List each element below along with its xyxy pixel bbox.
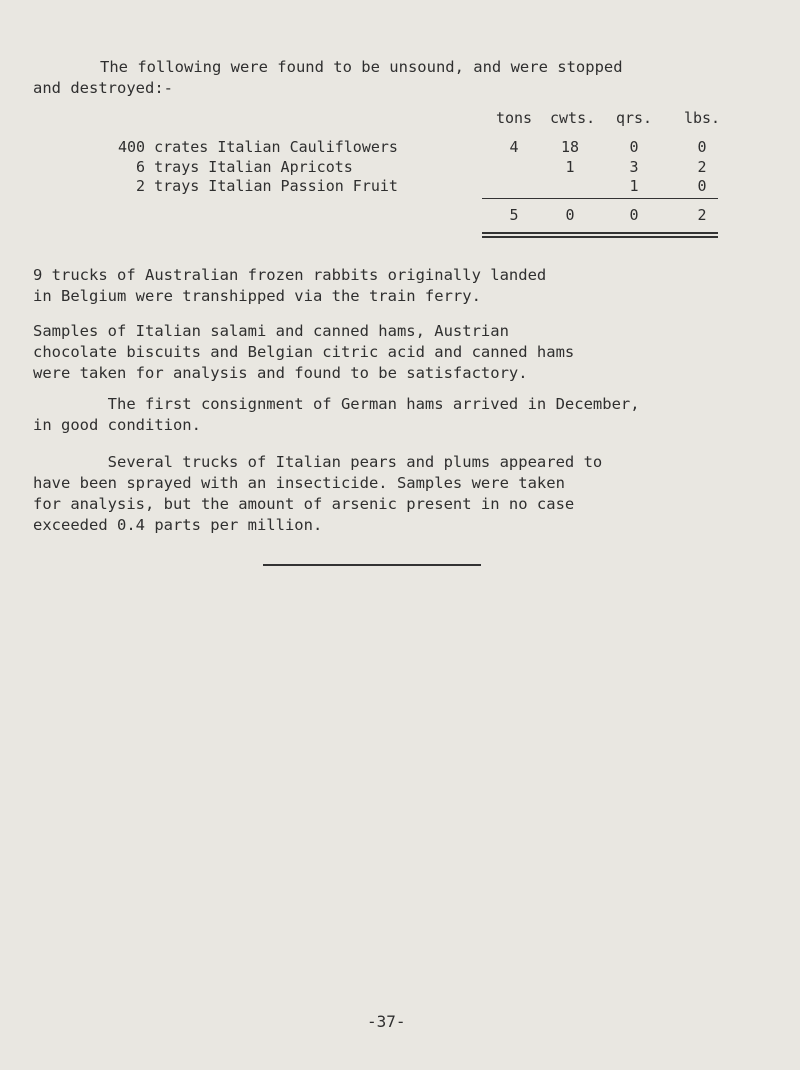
row-qrs: 1 (629, 177, 639, 195)
table-row (0, 158, 800, 178)
paragraph-samples: Samples of Italian salami and canned hams, Austrian chocolate biscuits and Belgian citric acid and canned hams were taken for analysis and found to be satisfactory. (33, 322, 575, 382)
table-row (0, 138, 800, 158)
header-tons: tons (495, 109, 533, 127)
table-total-row (0, 206, 800, 226)
row-qrs: 0 (629, 138, 639, 156)
total-double-rule-top (482, 232, 718, 234)
row-cwts: 18 (560, 138, 580, 156)
total-lbs: 2 (697, 206, 707, 224)
total-double-rule-bottom (482, 236, 718, 238)
row-lbs: 0 (697, 138, 707, 156)
intro-line-2: and destroyed:- (33, 79, 173, 97)
row-description: 2 trays Italian Passion Fruit (118, 177, 398, 195)
header-qrs: qrs. (615, 109, 653, 127)
paragraph-rabbits: 9 trucks of Australian frozen rabbits originally landed in Belgium were transhipped via the train ferry. (33, 266, 547, 305)
subtotal-rule (482, 198, 718, 199)
paragraph-pears-plums: Several trucks of Italian pears and plums appeared to have been sprayed with an insecticide. Samples were taken for analysis, but the amount of arsenic present in no case exceeded 0.4 parts per million. (33, 453, 603, 534)
paragraph-german-hams: The first consignment of German hams arrived in December, in good condition. (33, 395, 640, 434)
end-rule (263, 564, 481, 566)
table-row (0, 177, 800, 197)
header-lbs: lbs. (683, 109, 721, 127)
row-lbs: 0 (697, 177, 707, 195)
page-number: -37- (367, 1012, 406, 1031)
header-cwts: cwts. (550, 109, 596, 127)
row-tons: 4 (509, 138, 519, 156)
table-header-row (0, 109, 800, 129)
row-description: 400 crates Italian Cauliflowers (118, 138, 398, 156)
total-tons: 5 (509, 206, 519, 224)
row-cwts: 1 (565, 158, 575, 176)
total-qrs: 0 (629, 206, 639, 224)
total-cwts: 0 (565, 206, 575, 224)
row-description: 6 trays Italian Apricots (118, 158, 353, 176)
row-qrs: 3 (629, 158, 639, 176)
intro-line-1: The following were found to be unsound, and were stopped (100, 58, 623, 76)
row-lbs: 2 (697, 158, 707, 176)
